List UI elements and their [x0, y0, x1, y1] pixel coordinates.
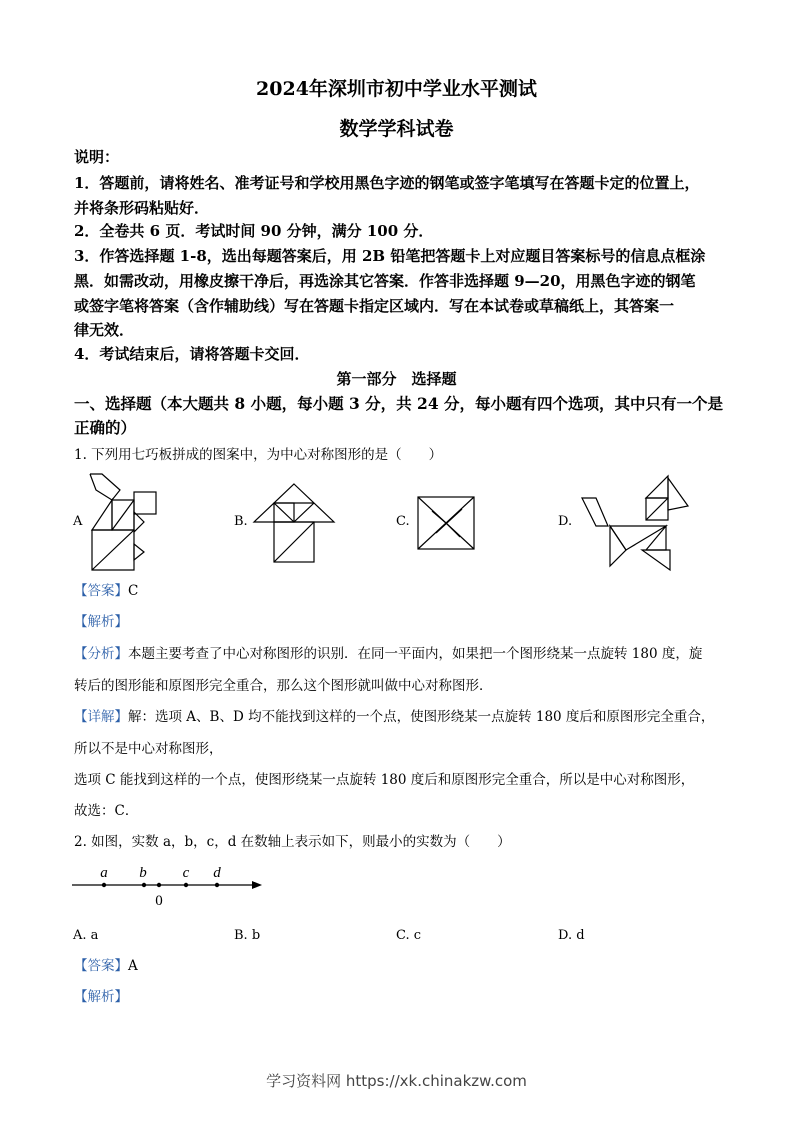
q2-option-d: D. d	[558, 928, 585, 943]
instruction-1-line1: 1．答题前，请将姓名、准考证号和学校用黑色字迹的钢笔或签字笔填写在答题卡定的位置上，	[74, 174, 700, 192]
q1-option-b-label: B.	[234, 514, 248, 529]
axis-label-zero: 0	[155, 893, 163, 909]
q2-answer	[74, 951, 138, 981]
q2-option-b: B. b	[234, 928, 261, 943]
q1-answer	[74, 576, 138, 606]
axis-label-d: d	[213, 865, 221, 881]
q2-option-c: C. c	[396, 928, 422, 943]
q2-analysis-tag: 【解析】	[74, 989, 128, 1005]
q2-stem: 2. 如图，实数 a，b，c，d 在数轴上表示如下，则最小的实数为（ ）	[74, 834, 511, 850]
q1-option-a-label: A	[73, 514, 83, 529]
axis-label-b: b	[139, 865, 147, 881]
page-footer: 学习资料网 https://xk.chinakzw.com	[266, 1072, 527, 1090]
instruction-3-line1: 3．作答选择题 1-8，选出每题答案后，用 2B 铅笔把答题卡上对应题目答案标号的信息点框涂	[74, 247, 706, 265]
instruction-3-line3: 或签字笔将答案（含作辅助线）写在答题卡指定区域内．写在本试卷或草稿纸上，其答案一	[74, 297, 675, 315]
exam-subtitle: 数学学科试卷	[339, 118, 454, 140]
q1-figure-c	[416, 495, 476, 551]
answer-tag: 【答案】	[74, 583, 128, 599]
instruction-3-line2: 黑．如需改动，用橡皮擦干净后，再选涂其它答案．作答非选择题 9—20，用黑色字迹的钢笔	[74, 272, 696, 290]
q1-xiangjie-line1	[74, 702, 714, 732]
instruction-3-line4: 律无效．	[74, 321, 135, 339]
instruction-4: 4．考试结束后，请将答题卡交回．	[74, 345, 310, 363]
fenxi-tag: 【分析】	[74, 646, 128, 662]
section-heading-line2: 正确的）	[74, 418, 137, 437]
axis-label-c: c	[182, 865, 190, 881]
q1-analysis-tag: 【解析】	[74, 614, 128, 630]
q1-figure-d	[580, 474, 700, 574]
q1-xiangjie-line2: 所以不是中心对称图形，	[74, 741, 223, 757]
section-heading-line1: 一、选择题（本大题共 8 小题，每小题 3 分，共 24 分，每小题有四个选项，其中只有一个是	[74, 394, 724, 413]
q2-option-a: A. a	[73, 928, 99, 943]
xiangjie-tag: 【详解】	[74, 709, 128, 725]
q1-xiangjie-line4: 故选：C．	[74, 803, 139, 819]
q1-xiangjie-line3: 选项 C 能找到这样的一个点，使图形绕某一点旋转 180 度后和原图形完全重合，所以是中心对称图形，	[74, 772, 695, 788]
q1-figure-a	[82, 472, 162, 572]
q1-figure-b	[252, 482, 336, 564]
answer-value: C	[128, 583, 139, 599]
instructions-heading: 说明：	[74, 148, 120, 166]
part-heading: 第一部分 选择题	[336, 370, 457, 388]
q1-fenxi-line2: 转后的图形能和原图形完全重合，那么这个图形就叫做中心对称图形．	[74, 678, 493, 694]
q1-fenxi-line1	[74, 639, 702, 669]
q1-option-c-label: C.	[396, 514, 410, 529]
q1-stem: 1. 下列用七巧板拼成的图案中，为中心对称图形的是（ ）	[74, 447, 443, 463]
fenxi-text: 本题主要考查了中心对称图形的识别．在同一平面内，如果把一个图形绕某一点旋转 180 度，旋	[128, 646, 703, 662]
instruction-2: 2．全卷共 6 页．考试时间 90 分钟，满分 100 分．	[74, 222, 434, 240]
exam-title: 2024年深圳市初中学业水平测试	[256, 78, 537, 100]
xiangjie-text: 解：选项 A、B、D 均不能找到这样的一个点，使图形绕某一点旋转 180 度后和原图形完全重合，	[128, 709, 715, 725]
axis-label-a: a	[100, 865, 108, 881]
answer-tag: 【答案】	[74, 958, 128, 974]
q1-option-d-label: D.	[558, 514, 573, 529]
instruction-1-line2: 并将条形码粘贴好．	[74, 199, 210, 217]
answer-value: A	[128, 958, 138, 974]
q2-number-line	[70, 858, 270, 910]
